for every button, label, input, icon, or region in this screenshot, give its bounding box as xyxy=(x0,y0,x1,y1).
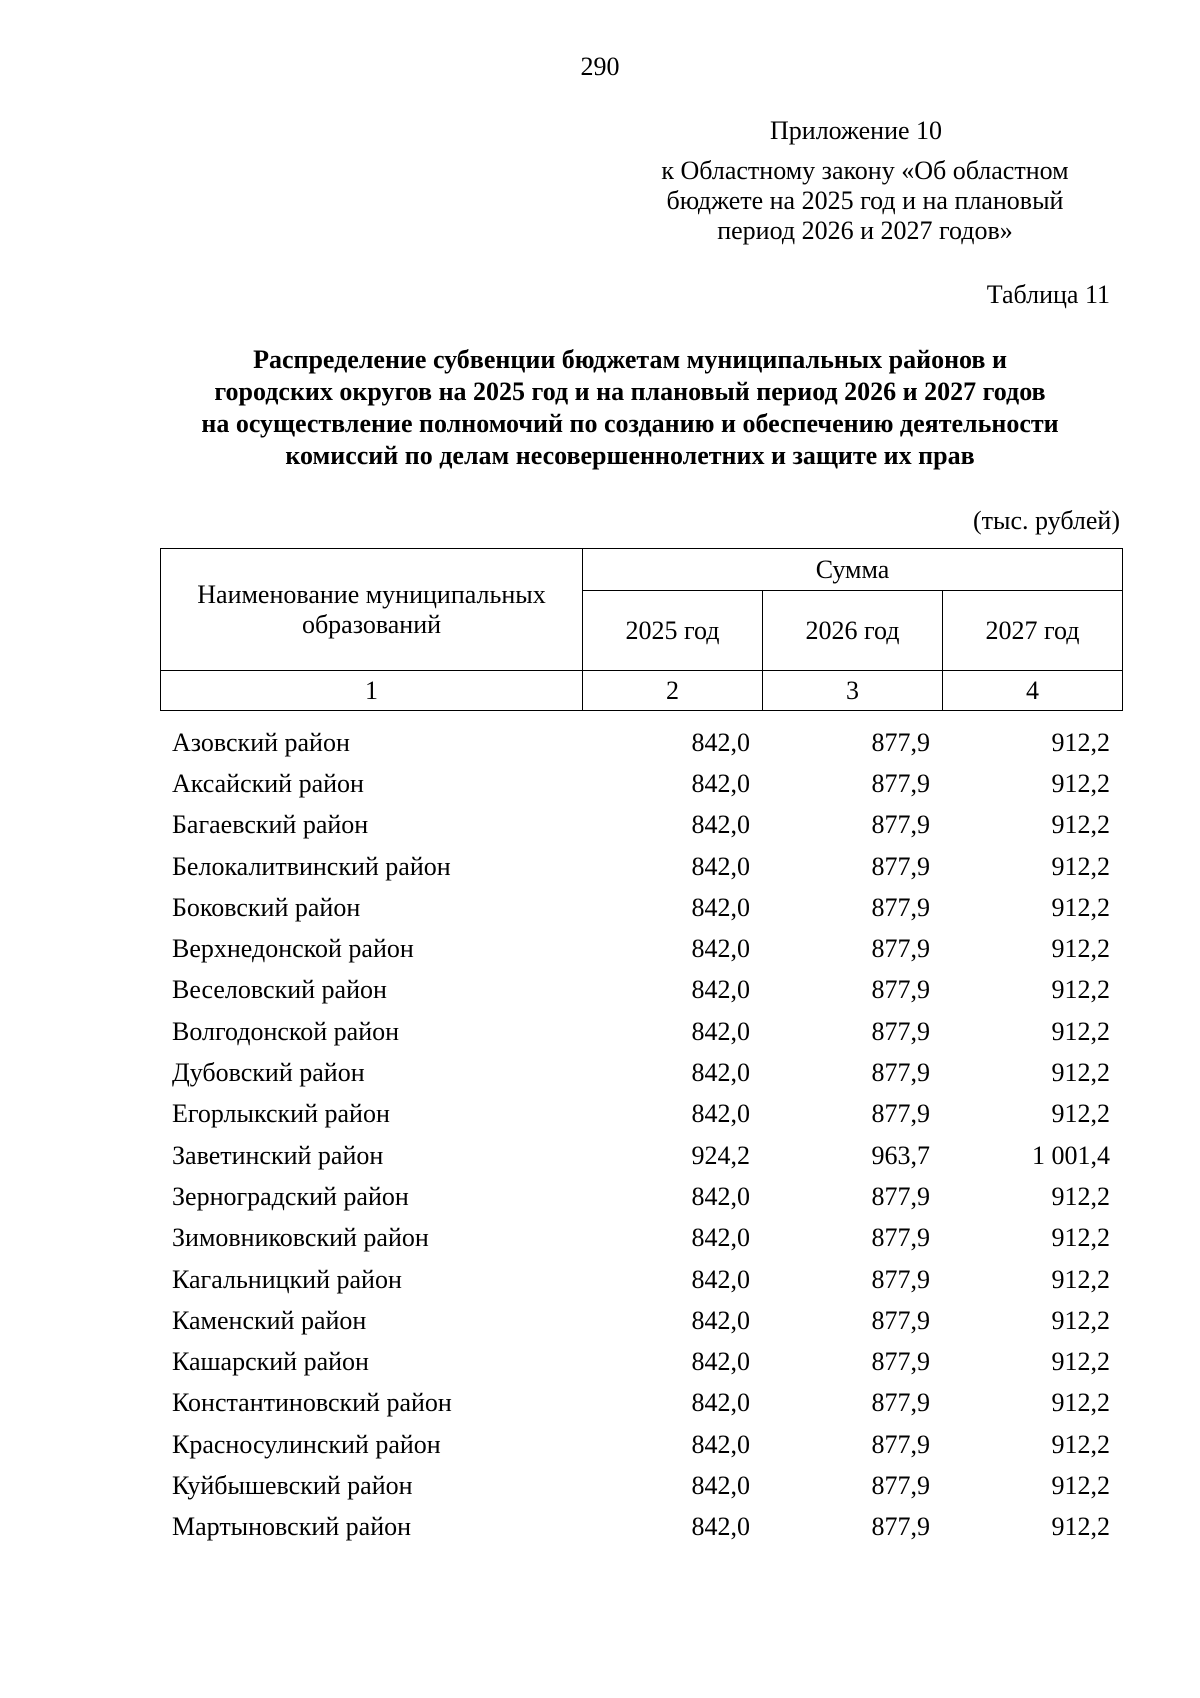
row-value-2025: 842,0 xyxy=(691,768,750,798)
row-name: Белокалитвинский район xyxy=(172,851,451,881)
row-name: Аксайский район xyxy=(172,768,364,798)
table-row xyxy=(160,1011,1122,1052)
table-row xyxy=(160,1094,1122,1135)
table-row xyxy=(160,722,1122,763)
table-label: Таблица 11 xyxy=(986,280,1110,309)
row-name: Константиновский район xyxy=(172,1388,452,1418)
row-value-2025: 842,0 xyxy=(691,1388,750,1418)
title-line: на осуществление полномочий по созданию и обеспечению деятельности xyxy=(201,409,1059,438)
header-name-cell: Наименование муниципальных образований xyxy=(161,549,583,671)
row-value-2025: 842,0 xyxy=(691,1512,750,1542)
row-name: Егорлыкский район xyxy=(172,1099,390,1129)
row-value-2025: 842,0 xyxy=(691,1305,750,1335)
row-name: Волгодонской район xyxy=(172,1016,400,1046)
row-value-2026: 877,9 xyxy=(871,1223,930,1253)
row-name: Кашарский район xyxy=(172,1347,369,1377)
table-row xyxy=(160,763,1122,804)
title-line: Распределение субвенции бюджетам муниципальных районов и xyxy=(253,345,1007,374)
table-row xyxy=(160,1465,1122,1506)
row-value-2026: 877,9 xyxy=(871,1388,930,1418)
row-value-2025: 842,0 xyxy=(691,1058,750,1088)
table-row xyxy=(160,970,1122,1011)
table-body xyxy=(160,722,1122,1548)
row-value-2026: 877,9 xyxy=(871,851,930,881)
row-value-2026: 963,7 xyxy=(871,1140,930,1170)
row-value-2026: 877,9 xyxy=(871,1347,930,1377)
row-value-2027: 912,2 xyxy=(1051,892,1110,922)
table-row xyxy=(160,846,1122,887)
row-name: Зимовниковский район xyxy=(172,1223,429,1253)
table-row xyxy=(160,1259,1122,1300)
row-value-2025: 842,0 xyxy=(691,934,750,964)
row-value-2027: 912,2 xyxy=(1051,851,1110,881)
row-value-2025: 842,0 xyxy=(691,1181,750,1211)
row-name: Боковский район xyxy=(172,892,361,922)
header-year-2026: 2026 год xyxy=(763,591,943,671)
row-value-2027: 1 001,4 xyxy=(1032,1140,1110,1170)
row-value-2027: 912,2 xyxy=(1051,934,1110,964)
appendix-title: Приложение 10 xyxy=(770,116,943,145)
row-value-2026: 877,9 xyxy=(871,1512,930,1542)
row-value-2027: 912,2 xyxy=(1051,1470,1110,1500)
row-value-2025: 842,0 xyxy=(691,1099,750,1129)
appendix-reference xyxy=(620,156,1110,246)
row-name: Багаевский район xyxy=(172,810,369,840)
appendix-ref-line: бюджете на 2025 год и на плановый xyxy=(666,186,1064,215)
row-value-2027: 912,2 xyxy=(1051,1305,1110,1335)
row-value-2026: 877,9 xyxy=(871,892,930,922)
row-value-2025: 842,0 xyxy=(691,1264,750,1294)
row-value-2025: 842,0 xyxy=(691,1016,750,1046)
column-number: 3 xyxy=(763,671,943,711)
row-value-2026: 877,9 xyxy=(871,810,930,840)
column-number: 1 xyxy=(161,671,583,711)
page-number: 290 xyxy=(580,52,620,81)
row-value-2026: 877,9 xyxy=(871,934,930,964)
table-row xyxy=(160,1135,1122,1176)
table-row xyxy=(160,1341,1122,1382)
row-value-2027: 912,2 xyxy=(1051,768,1110,798)
row-name: Азовский район xyxy=(172,727,350,757)
row-value-2027: 912,2 xyxy=(1051,1264,1110,1294)
row-value-2025: 842,0 xyxy=(691,892,750,922)
row-value-2027: 912,2 xyxy=(1051,810,1110,840)
units-label: (тыс. рублей) xyxy=(972,506,1120,535)
row-value-2027: 912,2 xyxy=(1051,1223,1110,1253)
table-row xyxy=(160,1383,1122,1424)
row-value-2026: 877,9 xyxy=(871,1181,930,1211)
row-value-2026: 877,9 xyxy=(871,768,930,798)
row-value-2025: 924,2 xyxy=(691,1140,750,1170)
table-row xyxy=(160,928,1122,969)
row-value-2026: 877,9 xyxy=(871,727,930,757)
row-name: Зерноградский район xyxy=(172,1181,409,1211)
column-number: 4 xyxy=(943,671,1123,711)
column-number: 2 xyxy=(583,671,763,711)
row-name: Заветинский район xyxy=(172,1140,384,1170)
appendix-ref-line: к Областному закону «Об областном xyxy=(661,156,1069,185)
row-value-2025: 842,0 xyxy=(691,1470,750,1500)
title-line: комиссий по делам несовершеннолетних и защите их прав xyxy=(285,441,975,470)
table-row xyxy=(160,1052,1122,1093)
row-name: Каменский район xyxy=(172,1305,367,1335)
row-value-2027: 912,2 xyxy=(1051,975,1110,1005)
row-value-2026: 877,9 xyxy=(871,1099,930,1129)
table-row xyxy=(160,1218,1122,1259)
row-value-2025: 842,0 xyxy=(691,727,750,757)
row-value-2025: 842,0 xyxy=(691,1223,750,1253)
table-row xyxy=(160,887,1122,928)
row-value-2025: 842,0 xyxy=(691,810,750,840)
row-value-2027: 912,2 xyxy=(1051,727,1110,757)
row-value-2025: 842,0 xyxy=(691,975,750,1005)
row-value-2027: 912,2 xyxy=(1051,1347,1110,1377)
row-name: Верхнедонской район xyxy=(172,934,414,964)
row-name: Кагальницкий район xyxy=(172,1264,402,1294)
row-value-2026: 877,9 xyxy=(871,1470,930,1500)
table-row xyxy=(160,1300,1122,1341)
row-value-2026: 877,9 xyxy=(871,1429,930,1459)
header-year-2027: 2027 год xyxy=(943,591,1123,671)
row-name: Мартыновский район xyxy=(172,1512,412,1542)
row-name: Дубовский район xyxy=(172,1058,365,1088)
appendix-ref-line: период 2026 и 2027 годов» xyxy=(717,216,1013,245)
header-year-2025: 2025 год xyxy=(583,591,763,671)
row-value-2025: 842,0 xyxy=(691,1347,750,1377)
table-row xyxy=(160,1424,1122,1465)
row-value-2026: 877,9 xyxy=(871,975,930,1005)
table-row xyxy=(160,805,1122,846)
table-header xyxy=(160,548,1123,711)
row-value-2027: 912,2 xyxy=(1051,1181,1110,1211)
row-value-2026: 877,9 xyxy=(871,1058,930,1088)
row-name: Куйбышевский район xyxy=(172,1470,413,1500)
row-value-2027: 912,2 xyxy=(1051,1388,1110,1418)
row-name: Веселовский район xyxy=(172,975,387,1005)
row-value-2027: 912,2 xyxy=(1051,1099,1110,1129)
row-name: Красносулинский район xyxy=(172,1429,441,1459)
row-value-2027: 912,2 xyxy=(1051,1016,1110,1046)
title-line: городских округов на 2025 год и на плановый период 2026 и 2027 годов xyxy=(214,377,1046,406)
header-sum-cell: Сумма xyxy=(583,549,1123,591)
row-value-2026: 877,9 xyxy=(871,1016,930,1046)
row-value-2027: 912,2 xyxy=(1051,1512,1110,1542)
table-row xyxy=(160,1507,1122,1548)
row-value-2027: 912,2 xyxy=(1051,1058,1110,1088)
row-value-2026: 877,9 xyxy=(871,1305,930,1335)
row-value-2025: 842,0 xyxy=(691,1429,750,1459)
row-value-2026: 877,9 xyxy=(871,1264,930,1294)
row-value-2027: 912,2 xyxy=(1051,1429,1110,1459)
document-title xyxy=(150,344,1110,472)
row-value-2025: 842,0 xyxy=(691,851,750,881)
table-row xyxy=(160,1176,1122,1217)
